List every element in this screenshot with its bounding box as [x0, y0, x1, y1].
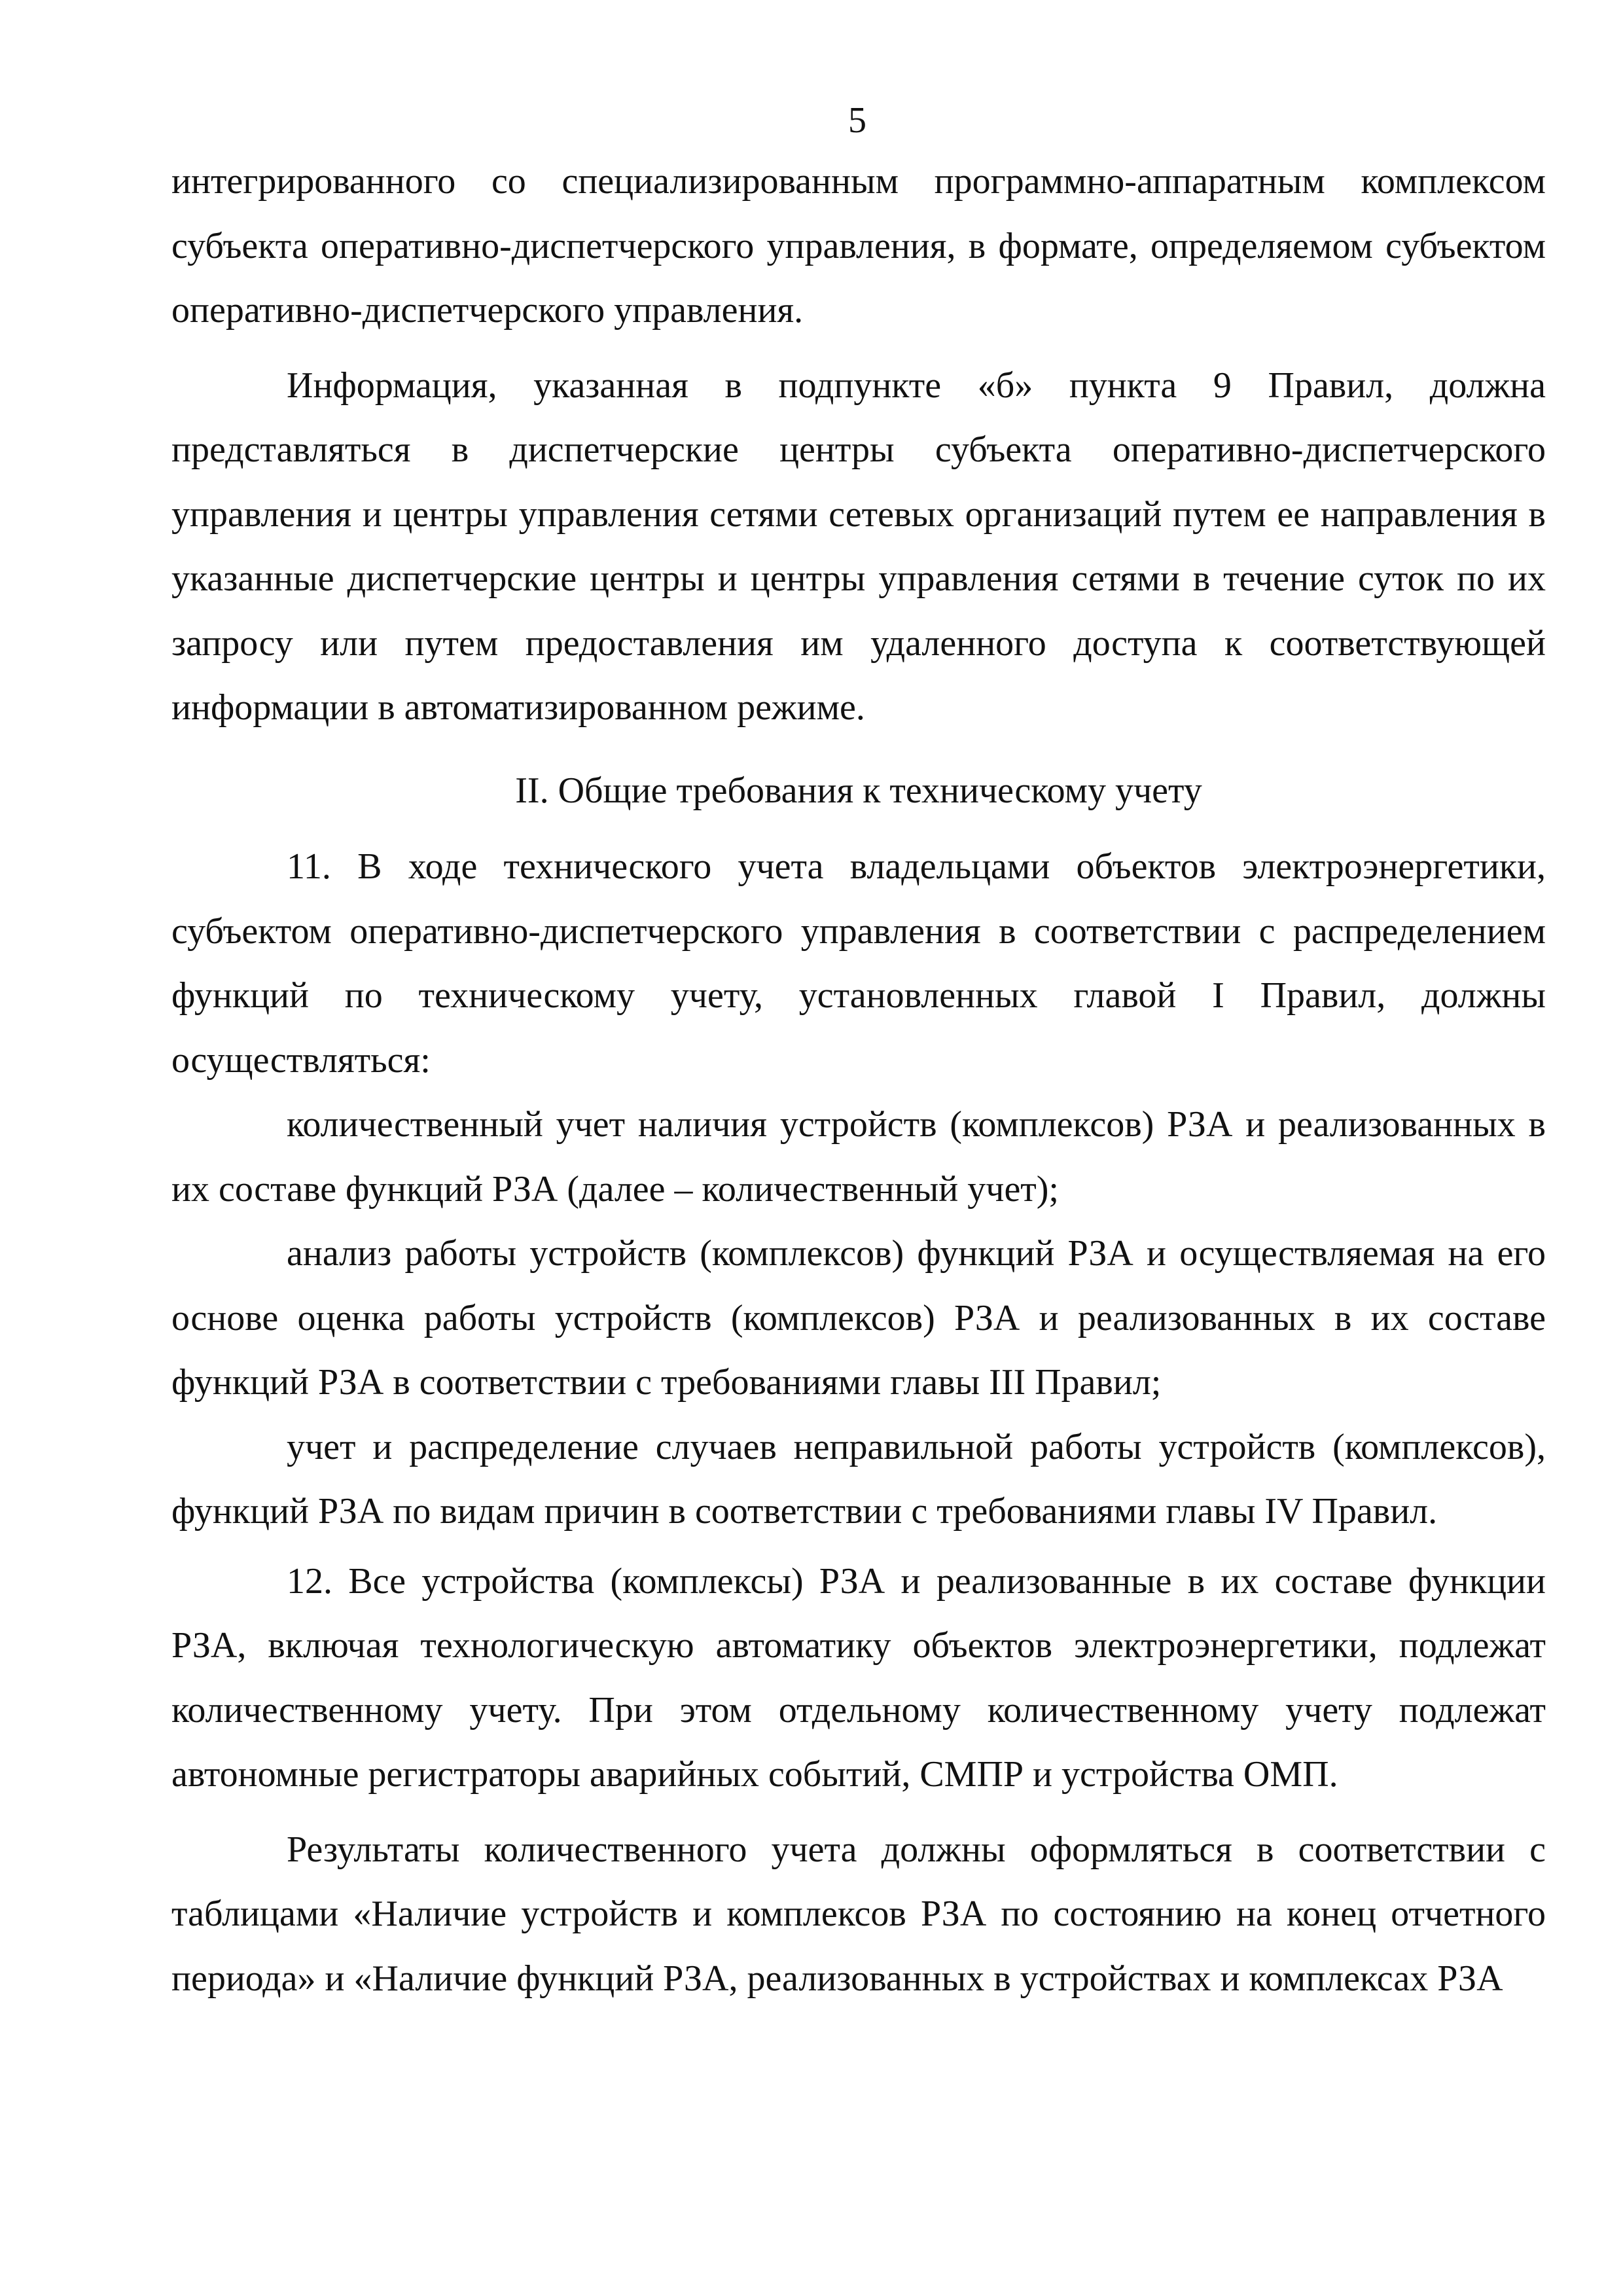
paragraph-malfunction-accounting: учет и распределение случаев неправильной работы устройств (комплексов), функций РЗА по видам причин в соответствии с требованиями главы IV Правил.: [171, 1426, 1546, 1532]
paragraph-information-submission: Информация, указанная в подпункте «б» пункта 9 Правил, должна представляться в диспетчерские центры субъекта оперативно-диспетчерского управления и центры управления сетями сетевых организаций путем ее направления в указанные диспетчерские центры и центры управления сетями в течение суток по их запросу или путем предоставления им удаленного доступа к соответствующей информации в автоматизированном режиме.: [171, 365, 1546, 728]
paragraph-operation-analysis: анализ работы устройств (комплексов) функций РЗА и осуществляемая на его основе оценка работы устройств (комплексов) РЗА и реализованных в их составе функций РЗА в соответствии с требованиями главы III Правил;: [171, 1233, 1546, 1403]
paragraph-continuation: интегрированного со специализированным программно-аппаратным комплексом субъекта оперативно-диспетчерского управления, в формате, определяемом субъектом оперативно-диспетчерского управления.: [171, 161, 1546, 331]
paragraph-quantitative-accounting: количественный учет наличия устройств (комплексов) РЗА и реализованных в их составе функций РЗА (далее – количественный учет);: [171, 1104, 1546, 1210]
paragraph-item-11: 11. В ходе технического учета владельцами объектов электроэнергетики, субъектом оперативно-диспетчерского управления в соответствии с распределением функций по техническому учету, установленных главой I Правил, должны осуществляться:: [171, 846, 1546, 1081]
document-body: [171, 149, 1546, 2011]
section-heading: II. Общие требования к техническому учету: [515, 770, 1202, 811]
page-number: 5: [848, 100, 866, 141]
paragraph-results-formatting: Результаты количественного учета должны оформляться в соответствии с таблицами «Наличие устройств и комплексов РЗА по состоянию на конец отчетного периода» и «Наличие функций РЗА, реализованных в устройствах и комплексах РЗА: [171, 1829, 1546, 1999]
paragraph-item-12: 12. Все устройства (комплексы) РЗА и реализованные в их составе функции РЗА, включая технологическую автоматику объектов электроэнергетики, подлежат количественному учету. При этом отдельному количественному учету подлежат автономные регистраторы аварийных событий, СМПР и устройства ОМП.: [171, 1560, 1546, 1795]
